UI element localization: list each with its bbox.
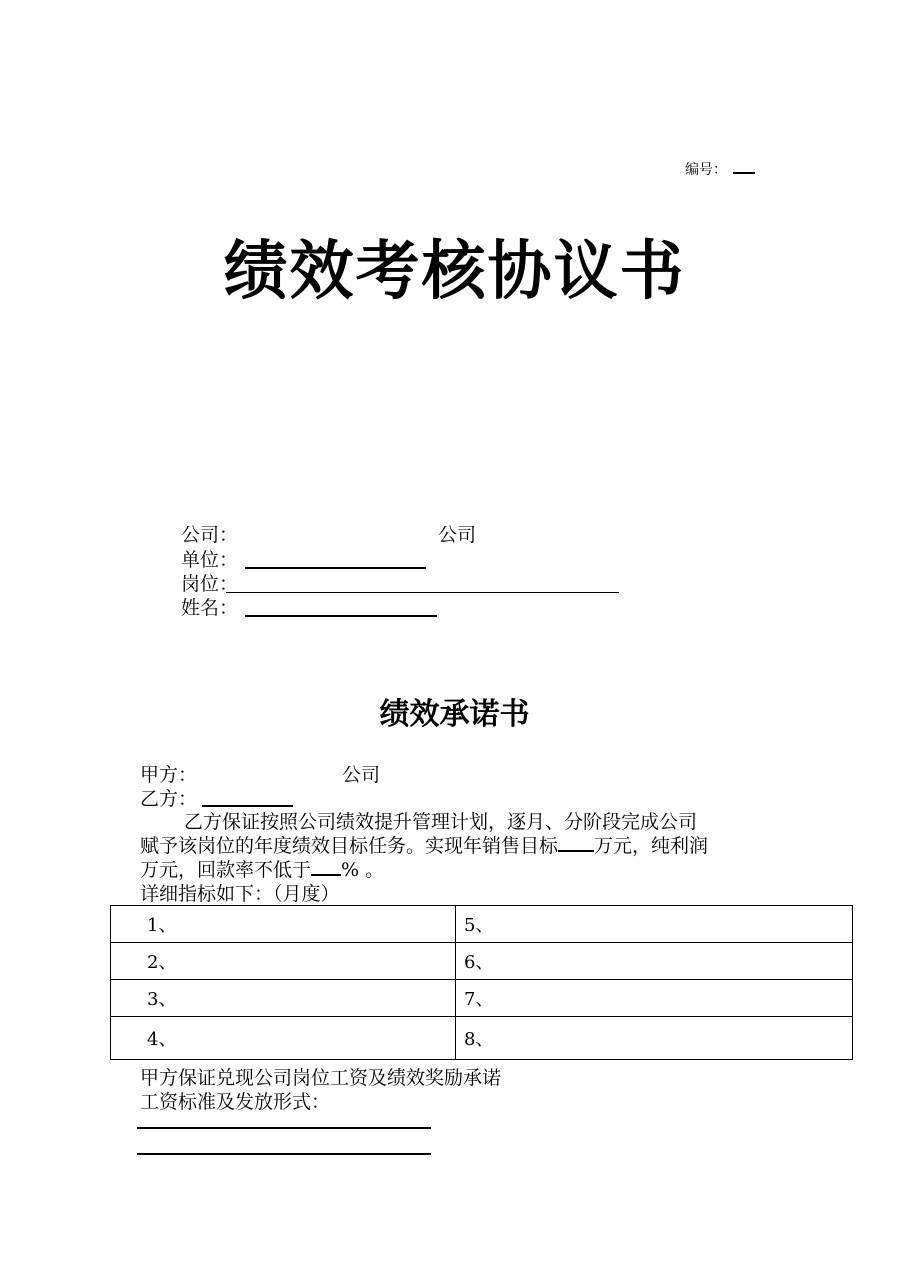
position-label: 岗位： — [181, 573, 239, 595]
collection-rate-blank[interactable] — [311, 860, 341, 876]
table-cell[interactable]: 8、 — [456, 1017, 853, 1060]
table-cell[interactable]: 6、 — [456, 943, 853, 980]
table-row — [111, 943, 853, 980]
section-title: 绩效承诺书 — [379, 697, 530, 732]
table-cell[interactable]: 2、 — [111, 943, 456, 980]
paragraph-line-2a: 赋予该岗位的年度绩效目标任务。实现年销售目标 — [140, 835, 559, 857]
paragraph-line-2 — [140, 834, 708, 858]
company-label: 公司： — [181, 524, 239, 546]
paragraph-line-3 — [140, 858, 384, 882]
party-b-blank[interactable] — [202, 805, 293, 807]
salary-blank-line-2[interactable] — [137, 1153, 431, 1155]
table-cell[interactable]: 3、 — [111, 980, 456, 1017]
table-cell[interactable]: 4、 — [111, 1017, 456, 1060]
paragraph-line-3b: % 。 — [341, 859, 385, 881]
company-row — [181, 523, 238, 547]
paragraph-line-3a: 万元，回款率不低于 — [140, 859, 312, 881]
name-row — [181, 596, 238, 620]
table-row — [111, 1017, 853, 1060]
unit-row — [181, 548, 238, 572]
table-row — [111, 906, 853, 943]
indicator-table — [110, 905, 853, 1060]
sales-target-blank[interactable] — [558, 836, 594, 852]
party-a-label: 甲方： — [140, 764, 198, 786]
unit-label: 单位： — [181, 549, 239, 571]
company-suffix: 公司 — [438, 524, 477, 546]
document-number — [685, 160, 755, 179]
detail-label: 详细指标如下：（月度） — [140, 883, 340, 905]
table-cell[interactable]: 5、 — [456, 906, 853, 943]
guarantee-line: 甲方保证兑现公司岗位工资及绩效奖励承诺 — [140, 1067, 502, 1089]
page-title: 绩效考核协议书 — [223, 235, 686, 309]
document-number-label: 编号： — [685, 162, 727, 178]
table-row — [111, 980, 853, 1017]
party-b-label: 乙方： — [140, 788, 198, 810]
table-cell[interactable]: 7、 — [456, 980, 853, 1017]
position-blank[interactable] — [226, 592, 619, 593]
unit-blank[interactable] — [245, 567, 426, 569]
salary-label: 工资标准及发放形式： — [140, 1091, 331, 1113]
name-blank[interactable] — [245, 615, 437, 617]
salary-blank-line-1[interactable] — [137, 1127, 431, 1129]
party-a-suffix: 公司 — [342, 764, 381, 786]
paragraph-line-2b: 万元，纯利润 — [594, 835, 709, 857]
paragraph-line-1: 乙方保证按照公司绩效提升管理计划，逐月、分阶段完成公司 — [184, 811, 698, 833]
table-cell[interactable]: 1、 — [111, 906, 456, 943]
document-number-blank[interactable] — [733, 160, 755, 174]
name-label: 姓名： — [181, 597, 239, 619]
